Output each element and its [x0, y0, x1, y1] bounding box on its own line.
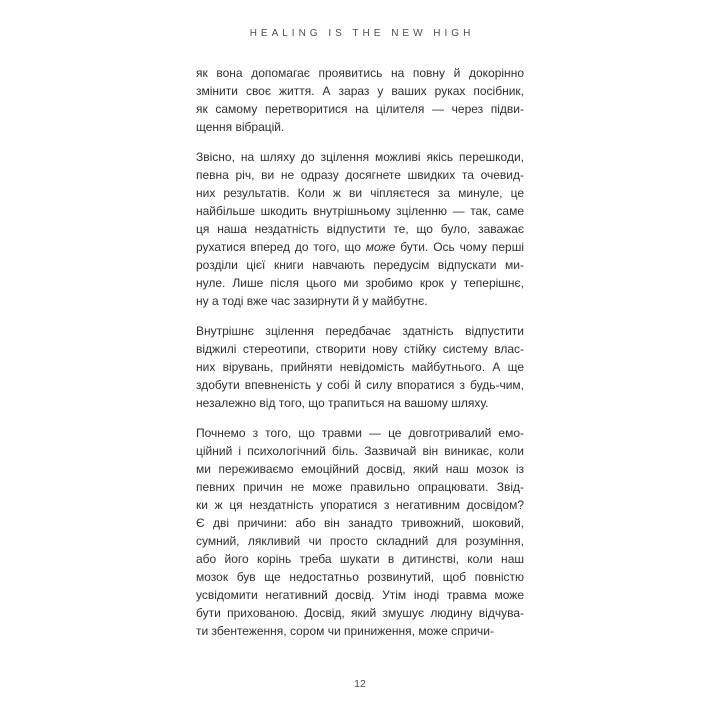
body-text: незалежно від того, що трапиться на вашому шляху.	[196, 396, 489, 410]
text-line	[196, 202, 524, 220]
body-text: найбільше шкодить внутрішньому зціленню — так, саме	[196, 204, 524, 218]
text-line	[196, 514, 524, 532]
text-line	[196, 166, 524, 184]
text-line	[196, 256, 524, 274]
text-line	[196, 100, 524, 118]
paragraph	[196, 148, 524, 310]
body-text: них вірувань, прийняти невідомість майбутнього. А ще	[196, 360, 524, 374]
body-text: як самому перетворитися на цілителя — через підви-	[196, 102, 524, 116]
body-text: ну а тоді вже час зазирнути й у майбутнє.	[196, 294, 428, 308]
body-text: ми переживаємо емоційний досвід, який наш мозок із	[196, 462, 524, 476]
text-line	[196, 586, 524, 604]
body-text: ця наша нездатність відпустити те, що було, заважає	[196, 222, 524, 236]
text-line	[196, 118, 524, 136]
body-text: усвідомити негативний досвід. Утім іноді травма може	[196, 588, 524, 602]
text-line	[196, 238, 524, 256]
body-text: рухатися вперед до того, що	[196, 240, 366, 254]
text-line	[196, 82, 524, 100]
paragraph	[196, 424, 524, 640]
text-line	[196, 424, 524, 442]
paragraph	[196, 64, 524, 136]
page-number: 12	[354, 678, 366, 690]
text-line	[196, 478, 524, 496]
text-line	[196, 442, 524, 460]
body-text: Звісно, на шляху до зцілення можливі якісь перешкоди,	[196, 150, 524, 164]
italic-text: може	[365, 240, 396, 254]
body-text: змінити своє життя. А зараз у ваших руках посібник,	[196, 84, 524, 98]
body-text: як вона допомагає проявитись на повну й докорінно	[196, 66, 524, 80]
text-line	[196, 394, 524, 412]
body-text: бути прихованою. Досвід, який змушує людину відчува-	[196, 606, 524, 620]
text-line	[196, 220, 524, 238]
body-text: ційний і психологічний біль. Зазвичай він виникає, коли	[196, 444, 524, 458]
text-line	[196, 622, 524, 640]
text-line	[196, 604, 524, 622]
body-text: них результатів. Коли ж ви чіпляєтеся за минуле, це	[196, 186, 524, 200]
text-line	[196, 376, 524, 394]
running-header: HEALING IS THE NEW HIGH	[249, 28, 475, 39]
body-text: Є дві причини: або він занадто тривожний, шоковий,	[196, 516, 524, 530]
body-text: або його корінь треба шукати в дитинстві, коли наш	[196, 552, 524, 566]
text-line	[196, 292, 524, 310]
text-column	[196, 64, 524, 640]
text-line	[196, 496, 524, 514]
body-text: певних причин не може правильно опрацювати. Звід-	[196, 480, 524, 494]
body-text: ки ж ця нездатність упоратися з негативним досвідом?	[196, 498, 524, 512]
text-line	[196, 340, 524, 358]
body-text: Внутрішнє зцілення передбачає здатність відпустити	[196, 324, 524, 338]
text-line	[196, 184, 524, 202]
text-line	[196, 322, 524, 340]
body-text: певна річ, ви не одразу досягнете швидких та очевид-	[196, 168, 524, 182]
text-line	[196, 568, 524, 586]
body-text: нуле. Лише після цього ми зробимо крок у теперішнє,	[196, 276, 524, 290]
paragraph	[196, 322, 524, 412]
body-text: Почнемо з того, що травми — це довготривалий емо-	[196, 426, 524, 440]
body-text: віджилі стереотипи, створити нову стійку систему влас-	[196, 342, 524, 356]
text-line	[196, 274, 524, 292]
body-text: розділи цієї книги навчають передусім відпускати ми-	[196, 258, 524, 272]
text-line	[196, 148, 524, 166]
body-text: щення вібрацій.	[196, 120, 285, 134]
text-line	[196, 532, 524, 550]
text-line	[196, 64, 524, 82]
body-text: мозок був ще недостатньо розвинутий, щоб повністю	[196, 570, 524, 584]
body-text: бути. Ось чому перші	[395, 240, 524, 254]
text-line	[196, 358, 524, 376]
body-text: сумний, лякливий чи просто складний для розуміння,	[196, 534, 524, 548]
body-text: здобути впевненість у собі й силу впоратися з будь-чим,	[196, 378, 524, 392]
text-line	[196, 460, 524, 478]
body-text: ти збентеження, сором чи приниження, може спричи-	[196, 624, 494, 638]
text-line	[196, 550, 524, 568]
